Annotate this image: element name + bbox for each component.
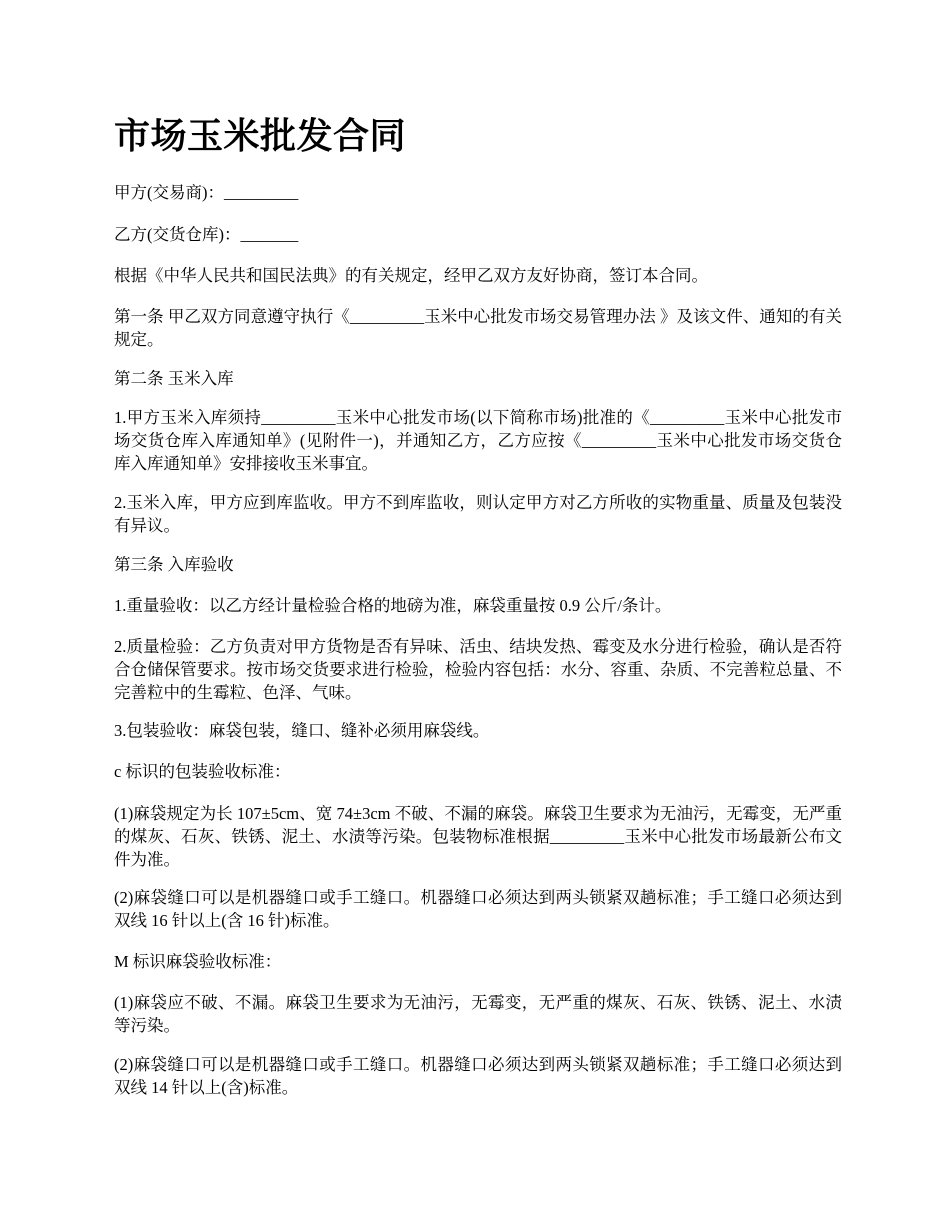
c-mark-standard-item-1: (1)麻袋规定为长 107±5cm、宽 74±3cm 不破、不漏的麻袋。麻袋卫生要求为无油污，无霉变，无严重的煤灰、石灰、铁锈、泥土、水渍等污染。包装物标准根据_________玉米中心批发市场最新公布文件为准。 — [114, 804, 842, 869]
article-2-clause-1: 1.甲方玉米入库须持_________玉米中心批发市场(以下简称市场)批准的《_________玉米中心批发市场交货仓库入库通知单》(见附件一)，并通知乙方，乙方应按《_________玉米中心批发市场交货仓库入库通知单》安排接收玉米事宜。 — [114, 408, 842, 473]
article-3-clause-1: 1.重量验收：以乙方经计量检验合格的地磅为准，麻袋重量按 0.9 公斤/条计。 — [114, 596, 672, 615]
m-mark-standard-item-2: (2)麻袋缝口可以是机器缝口或手工缝口。机器缝口必须达到两头锁紧双趟标准；手工缝口必须达到双线 14 针以上(含)标准。 — [114, 1055, 842, 1097]
article-2-heading: 第二条 玉米入库 — [114, 369, 234, 388]
article-3-clause-2: 2.质量检验：乙方负责对甲方货物是否有异味、活虫、结块发热、霉变及水分进行检验，确认是否符合仓储保管要求。按市场交货要求进行检验，检验内容包括：水分、容重、杂质、不完善粒总量、不完善粒中的生霉粒、色泽、气味。 — [114, 637, 842, 702]
party-b-line: 乙方(交货仓库)：_______ — [114, 225, 299, 244]
article-3-heading: 第三条 入库验收 — [114, 555, 234, 574]
c-mark-standard-heading: c 标识的包装验收标准： — [114, 762, 291, 781]
party-a-line: 甲方(交易商)：_________ — [114, 183, 299, 202]
m-mark-standard-item-1: (1)麻袋应不破、不漏。麻袋卫生要求为无油污，无霉变，无严重的煤灰、石灰、铁锈、泥土、水渍等污染。 — [114, 993, 842, 1035]
c-mark-standard-item-2: (2)麻袋缝口可以是机器缝口或手工缝口。机器缝口必须达到两头锁紧双趟标准；手工缝口必须达到双线 16 针以上(含 16 针)标准。 — [114, 888, 842, 930]
article-1-paragraph: 第一条 甲乙双方同意遵守执行《_________玉米中心批发市场交易管理办法 》及该文件、通知的有关规定。 — [114, 307, 842, 349]
article-3-clause-3: 3.包装验收：麻袋包装，缝口、缝补必须用麻袋线。 — [114, 721, 490, 740]
document-title: 市场玉米批发合同 — [114, 116, 407, 156]
preamble-paragraph: 根据《中华人民共和国民法典》的有关规定，经甲乙双方友好协商，签订本合同。 — [114, 266, 708, 285]
article-2-clause-2: 2.玉米入库，甲方应到库监收。甲方不到库监收，则认定甲方对乙方所收的实物重量、质量及包装没有异议。 — [114, 493, 842, 535]
m-mark-standard-heading: M 标识麻袋验收标准： — [114, 952, 282, 971]
